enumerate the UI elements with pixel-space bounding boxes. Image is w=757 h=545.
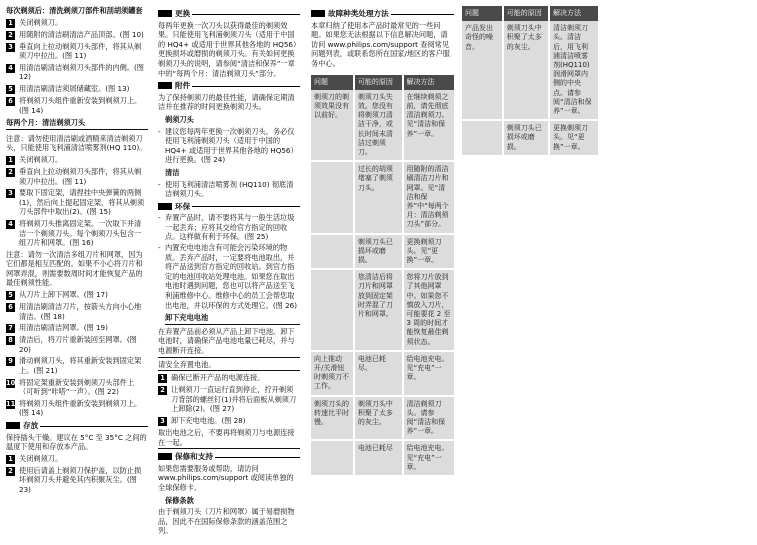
steps-monthly (6, 155, 148, 248)
cell-problem: 剃须刀的剃须效果没有以前好。 (311, 90, 354, 161)
accessories-heading (158, 81, 300, 91)
step-text: 卸下充电电池。(图 28) (171, 415, 246, 425)
step-number: 1 (158, 374, 167, 383)
steps-battery (158, 373, 300, 426)
cell-cause: 电池已耗尽。 (354, 351, 403, 396)
troubleshooting-intro: 本章归纳了使用本产品时最常见的一些问题。如果您无法根据以下信息解决问题，请访问 www.philips.com/support 查阅常见问题列表，或联系您所在国家/地区的客户服务中心。 (311, 20, 450, 68)
troubleshooting-title: 故障种类处理方法 (328, 9, 389, 18)
step-item (6, 167, 148, 186)
storage-title: 存放 (23, 421, 39, 430)
sub-heading: 剃须刀头 (165, 114, 194, 124)
cell-problem: 剃须刀头的转速比平时慢。 (311, 396, 354, 441)
section-rule (391, 14, 454, 15)
step-item (6, 188, 148, 217)
environment-heading (158, 202, 300, 212)
cell-problem (311, 269, 354, 351)
troubleshooting-table (462, 6, 598, 157)
step-item (6, 356, 148, 375)
bullet-dash: - (158, 213, 161, 223)
step-text: 将剃须刀头推离固定架。一次取下并清洁一个剃须刀头。每个剃须刀头包含一组刀片和网罩。(图 16) (19, 218, 142, 248)
step-text: 确保已断开产品的电源连接。 (171, 373, 265, 383)
table-row (311, 351, 454, 396)
step-text: 要取下固定架，请捏挂中央弹簧的两侧(1)，然后向上提起固定架，将其从剃须刀头部件中取出(2)。(图 15) (19, 188, 145, 217)
step-text: 用随附的清洁刷清洁产品顶部。(图 10) (19, 29, 144, 39)
cell-solution: 您将刀片放到了其他网罩中。如果您不慎放入刀片，可能要花 2 至 3 周的时间才能恢复最佳剃须状态。 (403, 269, 455, 351)
step-item (6, 323, 148, 333)
cell-cause: 电池已耗尽 (354, 440, 403, 476)
cell-problem (311, 234, 354, 270)
column-troubleshooting (311, 6, 454, 477)
step-text: 将固定架重新安装到剃须刀头部件上（可听到“咔嗒”一声）。(图 22) (19, 377, 135, 397)
step-text: 让剃须刀一直运行直到停止，拧开剃须刀背部的螺丝钉(1)并将后面板从剃须刀上卸除(2)。(图 27) (171, 385, 297, 414)
step-item (6, 378, 148, 397)
cell-solution: 在继续剃须之前，请先彻底清洁剃须刀。见“清洁和保养”一章。 (403, 90, 455, 161)
troubleshooting-heading (311, 9, 454, 19)
step-number: 11 (6, 399, 16, 408)
step-item (6, 63, 148, 82)
column-cleaning (6, 6, 148, 497)
table-row (311, 234, 454, 270)
section-bar (158, 82, 172, 89)
warranty-text: 如果您需要服务或帮助，请访问 www.philips.com/support 或阅读单独的全球保修卡。 (158, 463, 294, 492)
step-text: 关闭剃须刀。 (19, 453, 63, 463)
sub-heading: 保修条款 (165, 495, 194, 505)
cell-solution: 清洁剃须刀头。请参阅“清洁和保养”一章。 (403, 396, 455, 441)
cell-solution: 更换剃须刀头。见“更换”一章。 (549, 120, 598, 156)
accessories-title: 附件 (175, 81, 191, 91)
warranty-title: 保修和支持 (175, 452, 213, 462)
step-item (6, 42, 148, 61)
step-number: 6 (6, 97, 15, 106)
cell-solution: 更换剃须刀头。见“更换”一章。 (403, 234, 455, 270)
sub-heading: 卸下充电电池 (165, 313, 300, 325)
step-item (6, 335, 148, 354)
column-replacement (158, 6, 300, 538)
cell-solution: 清洁剃须刀头。清洁后，用飞利浦清洁喷雾剂(HQ110)润滑网罩内侧的中央点。请参阅“清洁和保养”一章。 (549, 21, 598, 120)
steps-storage (6, 454, 148, 495)
bullet-text: 建议您每两年更换一次剃须刀头。务必仅使用飞利浦剃须刀头（适用于中国的 HQ4+ 或适用于世界其他各地的 HQ56）进行更换。(图 24) (165, 126, 298, 165)
cell-cause: 您清洁后将刀片和网罩放到固定架时弄混了刀片和网罩。 (354, 269, 403, 351)
intro-text: 请安全弃置电池。 (158, 360, 300, 372)
section-rule (192, 206, 300, 207)
steps-after-shave (6, 18, 148, 116)
step-number: 9 (6, 357, 15, 366)
step-number: 4 (6, 64, 15, 73)
step-item (6, 96, 148, 115)
header-problem: 问题 (462, 6, 503, 21)
step-item (6, 84, 148, 94)
step-item (158, 416, 300, 426)
bullet-item (158, 243, 300, 310)
replace-heading (158, 9, 300, 19)
table-header-row (311, 75, 454, 90)
column-troubleshooting-cont (462, 6, 598, 157)
step-number: 2 (158, 386, 167, 395)
step-number: 1 (6, 156, 15, 165)
header-cause: 可能的原因 (503, 6, 549, 21)
steps-monthly-continued (6, 290, 148, 418)
environment-title: 环保 (175, 201, 191, 211)
bullet-item (158, 127, 300, 165)
bullet-dash: - (158, 243, 161, 253)
table-row (311, 440, 454, 476)
cell-problem (311, 161, 354, 233)
table-row (311, 396, 454, 441)
step-text: 从刀片上卸下网罩。(图 17) (19, 290, 108, 300)
table-header-row (462, 6, 598, 21)
step-text: 用清洁刷清洁刀片，按箭头方向小心地清洁。(图 18) (19, 302, 142, 321)
step-text: 滑动剃须刀头，将其重新安装到固定架上。(图 21) (19, 356, 142, 376)
section-rule (192, 86, 300, 87)
step-item (158, 373, 300, 383)
step-text: 用清洁刷清洁网罩。(图 19) (19, 323, 108, 333)
step-item (6, 302, 148, 321)
cell-cause: 过长的胡须堵塞了剃须刀头。 (354, 161, 403, 233)
header-solution: 解决方法 (549, 6, 598, 21)
bullet-item (158, 213, 300, 242)
section-bar (158, 203, 172, 210)
step-text: 清洁后，将刀片重新装回至网罩。(图 20) (19, 335, 137, 354)
section-heading: 每两个月：清洁剃须刀头 (6, 118, 148, 130)
step-text: 将剃须刀头组件重新安装到剃须刀上。(图 14) (19, 398, 142, 418)
step-number: 2 (6, 467, 15, 476)
step-text: 垂直向上拉动剃须刀头部件，将其从剃须刀中拉出。(图 11) (19, 41, 142, 61)
step-text: 关闭剃须刀。 (19, 17, 63, 27)
section-heading: 每次剃须后：清洗剃须刀部件和刮胡须罐套 (6, 6, 143, 15)
step-text: 垂直向上拉动剃须刀头部件，将其从剃须刀中拉出。(图 11) (19, 166, 142, 186)
cell-problem: 向上推动开/关滑钮时剃须刀不工作。 (311, 351, 354, 396)
warranty-heading (158, 452, 300, 462)
cell-cause: 剃须刀头中积聚了太多的灰尘。 (503, 21, 549, 120)
cell-problem (311, 440, 354, 476)
step-number: 5 (6, 291, 15, 300)
step-text: 用清洁刷清洁须屑储藏室。(图 13) (19, 83, 130, 93)
header-solution: 解决方法 (403, 75, 455, 90)
table-row (311, 90, 454, 161)
step-item (6, 219, 148, 248)
step-number: 6 (6, 303, 15, 312)
storage-heading (6, 421, 148, 431)
bullet-text: 弃置产品时，请不要将其与一般生活垃圾一起丢弃；应将其交给官方指定的回收点。这样做有利于环保。(图 25) (165, 213, 295, 242)
replace-title: 更换 (175, 9, 191, 18)
step-item (158, 385, 300, 414)
step-number: 4 (6, 220, 15, 229)
step-text: 用清洁刷清洁剃须刀头部件的内侧。(图 12) (19, 62, 144, 82)
cell-problem: 产品发出奇怪的噪音。 (462, 21, 503, 120)
cell-solution: 用随附的清洁刷清洁刀片和网罩。见“清洁和保养”中“每两个月：清洁剃须刀头”部分。 (403, 161, 455, 233)
step-number: 10 (6, 378, 16, 387)
accessories-text: 为了保持剃须刀的最佳性能，请确保定期清洁并在推荐的时间更换剃须刀头。 (158, 92, 295, 112)
step-item (6, 290, 148, 300)
step-item (6, 155, 148, 165)
bullet-item (158, 180, 300, 199)
section-bar (158, 453, 172, 460)
header-cause: 可能的原因 (354, 75, 403, 90)
step-number: 2 (6, 31, 15, 40)
section-rule (192, 14, 300, 15)
step-number: 3 (6, 189, 15, 198)
bullet-text: 使用飞利浦清洁喷雾剂 (HQ110) 彻底清洁剃须刀头。 (165, 179, 294, 199)
header-problem: 问题 (311, 75, 354, 90)
cell-cause: 剃须刀头中积聚了太多的灰尘。 (354, 396, 403, 441)
step-text: 关闭剃须刀。 (19, 154, 63, 164)
bullet-text: 内置充电电池含有可能会污染环境的物质。丢弃产品时，一定要将电池取出，并将产品送到官方指定的回收站。到官方指定的电池回收站处理电池。如果您在取出电池时遇到问题，您也可以将产品送至飞利浦维修中心。维修中心的员工会帮您取出电池，并以环保的方式处理它。(图 26) (165, 243, 298, 310)
section-bar (6, 422, 20, 429)
section-bar (158, 10, 172, 17)
cell-cause: 剃须刀头已损坏或磨损。 (354, 234, 403, 270)
note-text: 注意：请勿一次清洁多组刀片和网罩，因为它们都是相互匹配的。如果不小心将刀片和网罩弄混，则需要数周时间才能恢复产品的最佳剃须性能。 (6, 249, 143, 288)
section-bar (311, 10, 325, 17)
table-row (462, 21, 598, 120)
section-rule (215, 457, 300, 458)
section-rule (40, 426, 148, 427)
cell-cause: 剃须刀头失效。您没有将剃须刀清洁干净，或长时间未清洁过剃须刀。 (354, 90, 403, 161)
step-number: 7 (6, 324, 15, 333)
step-number: 1 (6, 19, 15, 28)
sub-heading: 清洁 (165, 167, 180, 177)
table-row (311, 161, 454, 233)
warning-text: 在弃置产品前必须从产品上卸下电池。卸下电池时，请确保产品电池电量已耗尽，并与电源断开连接。 (158, 327, 300, 358)
step-number: 3 (6, 43, 15, 52)
step-item (6, 454, 148, 464)
storage-text: 保持插头干燥。建议在 5°C 至 35°C 之间的温度下使用和存放本产品。 (6, 432, 147, 452)
note-text: 注意：请勿使用清洁刷或酒精来清洁剃须刀头，只能使用飞利浦清洁喷雾剂(HQ 110)。 (6, 133, 147, 153)
step-number: 1 (6, 455, 15, 464)
bullet-dash: - (158, 126, 161, 136)
table-row (311, 269, 454, 351)
step-number: 5 (6, 85, 15, 94)
cell-problem (462, 120, 503, 156)
troubleshooting-table (311, 75, 454, 478)
step-text: 使用后请盖上剃须刀保护盖，以防止损坏剃须刀头并避免其内积聚灰尘。(图 23) (19, 465, 142, 494)
cell-solution: 给电池充电。见“充电”一章。 (403, 351, 455, 396)
terms-text: 由于剃须刀头（刀片和网罩）属于易磨损物品，因此不在国际保修条款的涵盖范围之列。 (158, 507, 295, 536)
step-item (6, 30, 148, 40)
step-number: 3 (158, 417, 167, 426)
table-row (462, 120, 598, 156)
step-item (6, 399, 148, 418)
step-number: 2 (6, 168, 15, 177)
cell-solution: 给电池充电。见“充电”一章。 (403, 440, 455, 476)
bullet-dash: - (158, 179, 161, 189)
step-text: 将剃须刀头组件重新安装到剃须刀上。(图 14) (19, 95, 142, 115)
step-item (6, 18, 148, 28)
step-item (6, 466, 148, 495)
after-text: 取出电池之后，不要再将剃须刀与电源连接在一起。 (158, 428, 300, 449)
replace-text: 每两年更换一次刀头以获得最佳的剃须效果。只能使用飞利浦剃须刀头（适用于中国的 HQ4+ 或适用于世界其他各地的 HQ56）更换损坏或磨损的剃须刀头。有关如何更换剃须刀头的说明，请参阅“清洁和保养”一章中的“每两个月：清洁剃须刀头”部分。 (158, 20, 297, 78)
cell-cause: 剃须刀头已损坏或磨损。 (503, 120, 549, 156)
step-number: 8 (6, 336, 15, 345)
